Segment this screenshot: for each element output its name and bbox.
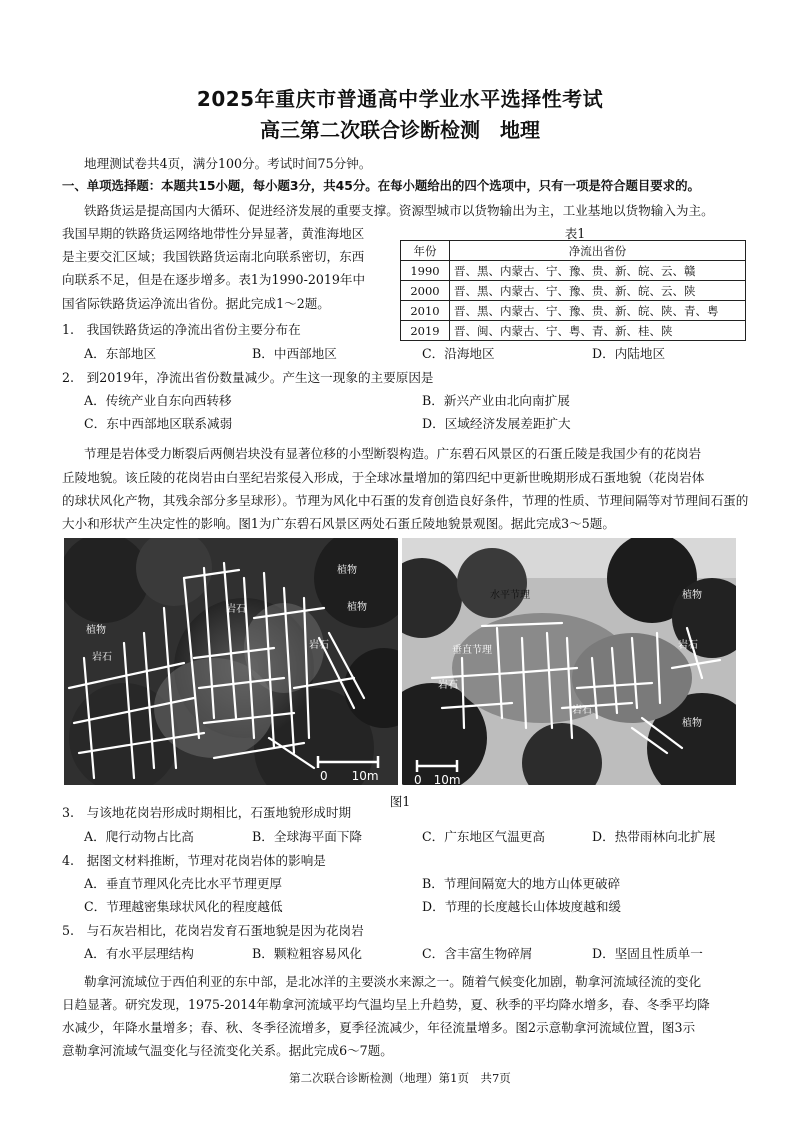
table-cell-provinces: 晋、闽、内蒙古、宁、粤、青、新、桂、陕 (450, 321, 746, 341)
figure1-right-illustration (402, 538, 736, 785)
passage3-line3: 水减少，年降水量增多；春、秋、冬季径流增多，夏季径流减少，年径流量增多。图2示意勒拿河流域位置，图3示 (62, 1020, 696, 1035)
table1-header-row (401, 241, 746, 261)
q3-option-b: B．全球海平面下降 (252, 829, 363, 844)
right-scale-label: 0 10m (414, 773, 461, 785)
passage3-line2: 日趋显著。研究发现，1975-2014年勒拿河流域平均气温均呈上升趋势，夏、秋季的平均降水增多，春、冬季平均降 (62, 997, 710, 1012)
q1-option-c: C．沿海地区 (422, 346, 495, 361)
q1-option-b: B．中西部地区 (252, 346, 337, 361)
right-label-plant1: 植物 (682, 590, 702, 601)
q4-option-a: A．垂直节理风化壳比水平节理更厚 (84, 876, 283, 891)
right-label-horizontal-joint: 水平节理 (490, 590, 530, 601)
q3-stem: 3. 与该地花岗岩形成时期相比，石蛋地貌形成时期 (62, 805, 352, 820)
passage1-line1: 铁路货运是提高国内大循环、促进经济发展的重要支撑。资源型城市以货物输出为主，工业基地以货物输入为主。 (84, 203, 714, 218)
passage2-line3: 的球状风化产物，其残余部分多呈球形）。节理为风化中石蛋的发育创造良好条件，节理的性质、节理间隔等对节理间石蛋的 (62, 493, 749, 508)
passage1-line2: 我国早期的铁路货运网络地带性分异显著，黄淮海地区 (62, 226, 365, 241)
table-cell-year: 2010 (401, 301, 450, 321)
right-label-vertical-joint: 垂直节理 (452, 645, 492, 656)
left-label-plant3: 植物 (347, 602, 367, 613)
table1-caption: 表1 (564, 226, 586, 241)
q2-option-c: C．东中西部地区联系减弱 (84, 416, 233, 431)
right-label-rock1: 岩石 (438, 680, 458, 691)
table-cell-provinces: 晋、黑、内蒙古、宁、豫、贵、新、皖、陕、青、粤 (450, 301, 746, 321)
instructions: 地理测试卷共4页，满分100分。考试时间75分钟。 (84, 156, 372, 171)
q2-option-a: A．传统产业自东向西转移 (84, 393, 232, 408)
q1-option-d: D．内陆地区 (592, 346, 666, 361)
q1-option-a: A．东部地区 (84, 346, 157, 361)
q5-stem: 5. 与石灰岩相比，花岗岩发育石蛋地貌是因为花岗岩 (62, 923, 364, 938)
figure1-left-illustration (64, 538, 398, 785)
table-cell-provinces: 晋、黑、内蒙古、宁、豫、贵、新、皖、云、赣 (450, 261, 746, 281)
left-label-rock3: 岩石 (309, 640, 329, 651)
q5-option-c: C．含丰富生物碎屑 (422, 946, 533, 961)
figure1-caption: 图1 (389, 794, 411, 809)
passage3-line4: 意勒拿河流域气温变化与径流变化关系。据此完成6～7题。 (62, 1043, 393, 1058)
q3-option-d: D．热带雨林向北扩展 (592, 829, 716, 844)
left-scale-label: 0 10m (320, 769, 379, 783)
q5-option-b: B．颗粒粗容易风化 (252, 946, 363, 961)
left-label-plant2: 植物 (337, 565, 357, 576)
right-label-rock2: 岩石 (572, 705, 592, 716)
section-heading: 一、单项选择题：本题共15小题，每小题3分，共45分。在每小题给出的四个选项中，只有一项是符合题目要求的。 (62, 178, 700, 193)
exam-title: 2025年重庆市普通高中学业水平选择性考试 (196, 87, 604, 111)
q4-stem: 4. 据图文材料推断，节理对花岗岩体的影响是 (62, 853, 326, 868)
q2-option-d: D．区域经济发展差距扩大 (422, 416, 571, 431)
table-row (401, 261, 746, 281)
table-cell-provinces: 晋、黑、内蒙古、宁、豫、贵、新、皖、云、陕 (450, 281, 746, 301)
table1-header-year: 年份 (401, 241, 450, 261)
q1-stem: 1. 我国铁路货运的净流出省份主要分布在 (62, 322, 301, 337)
q4-option-d: D．节理的长度越长山体坡度越和缓 (422, 899, 622, 914)
table-row (401, 281, 746, 301)
q4-option-c: C．节理越密集球状风化的程度越低 (84, 899, 283, 914)
q4-option-b: B．节理间隔宽大的地方山体更破碎 (422, 876, 621, 891)
left-label-rock1: 岩石 (92, 652, 112, 663)
q5-option-a: A．有水平层理结构 (84, 946, 194, 961)
figure1-right-photo (402, 538, 736, 785)
passage2-line2: 丘陵地貌。该丘陵的花岗岩由白垩纪岩浆侵入形成，于全球冰量增加的第四纪中更新世晚期形成石蛋地貌（花岗岩体 (62, 470, 705, 485)
table1 (400, 240, 746, 341)
right-label-rock3: 岩石 (678, 640, 698, 651)
table-cell-year: 2019 (401, 321, 450, 341)
q2-stem: 2. 到2019年，净流出省份数量减少。产生这一现象的主要原因是 (62, 370, 434, 385)
passage1-line4: 向联系不足，但是在逐步增多。表1为1990-2019年中 (62, 272, 366, 287)
q3-option-c: C．广东地区气温更高 (422, 829, 545, 844)
q5-option-d: D．坚固且性质单一 (592, 946, 703, 961)
figure1-left-photo (64, 538, 398, 785)
left-label-plant1: 植物 (86, 625, 106, 636)
left-label-rock2: 岩石 (226, 604, 246, 615)
passage1-line5: 国省际铁路货运净流出省份。据此完成1～2题。 (62, 296, 330, 311)
passage2-line1: 节理是岩体受力断裂后两侧岩块没有显著位移的小型断裂构造。广东碧石风景区的石蛋丘陵是我国少有的花岗岩 (84, 446, 702, 461)
exam-subtitle: 高三第二次联合诊断检测 地理 (260, 118, 540, 142)
right-label-plant2: 植物 (682, 718, 702, 729)
passage3-line1: 勒拿河流域位于西伯利亚的东中部，是北冰洋的主要淡水来源之一。随着气候变化加剧，勒拿河流域径流的变化 (84, 974, 702, 989)
table-row (401, 301, 746, 321)
table1-header-provinces: 净流出省份 (450, 241, 746, 261)
table-cell-year: 1990 (401, 261, 450, 281)
page-footer: 第二次联合诊断检测（地理）第1页 共7页 (289, 1071, 511, 1085)
passage1-line3: 是主要交汇区域；我国铁路货运南北向联系密切，东西 (62, 249, 365, 264)
table-row (401, 321, 746, 341)
q2-option-b: B．新兴产业由北向南扩展 (422, 393, 570, 408)
table-cell-year: 2000 (401, 281, 450, 301)
q3-option-a: A．爬行动物占比高 (84, 829, 194, 844)
passage2-line4: 大小和形状产生决定性的影响。图1为广东碧石风景区两处石蛋丘陵地貌景观图。据此完成3～5题。 (62, 516, 615, 531)
